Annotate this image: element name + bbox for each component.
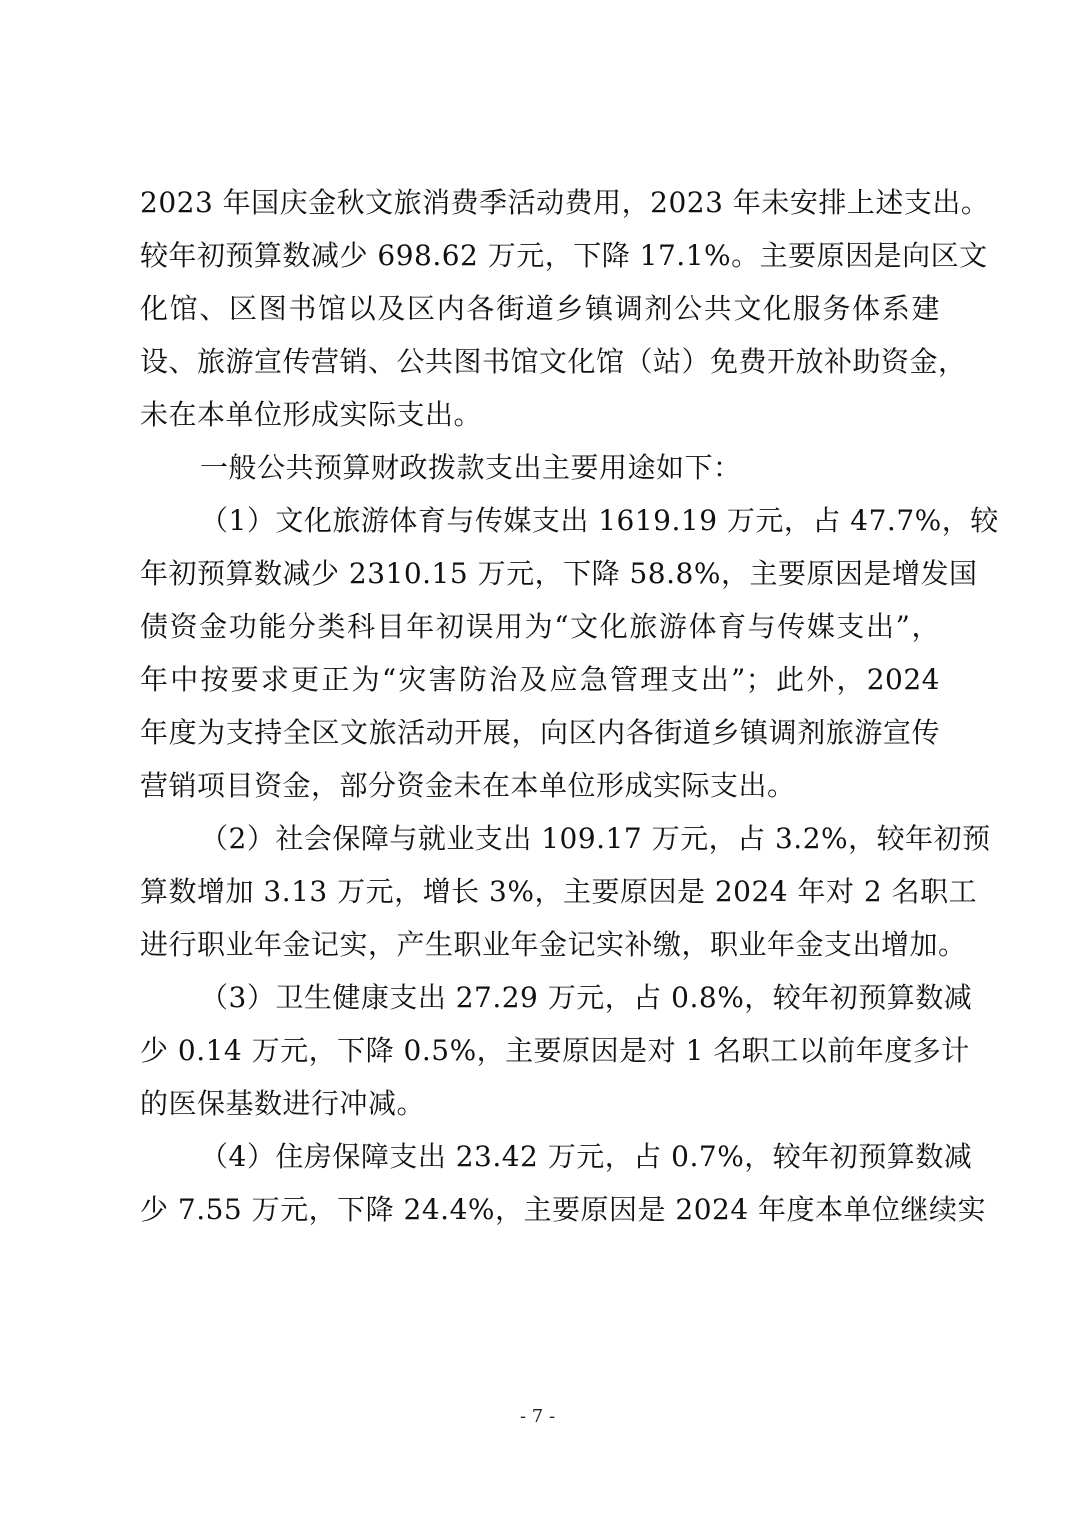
text-line: 进行职业年金记实，产生职业年金记实补缴，职业年金支出增加。 bbox=[140, 928, 967, 961]
text-line: 少 7.55 万元，下降 24.4%，主要原因是 2024 年度本单位继续实 bbox=[140, 1193, 987, 1226]
text-line: 营销项目资金，部分资金未在本单位形成实际支出。 bbox=[140, 769, 796, 802]
text-line: 少 0.14 万元，下降 0.5%，主要原因是对 1 名职工以前年度多计 bbox=[140, 1034, 970, 1067]
text-line: 算数增加 3.13 万元，增长 3%，主要原因是 2024 年对 2 名职工 bbox=[140, 875, 978, 908]
text-line: 年中按要求更正为“灾害防治及应急管理支出”；此外，2024 bbox=[140, 663, 940, 696]
text-line: 设、旅游宣传营销、公共图书馆文化馆（站）免费开放补助资金， bbox=[140, 345, 967, 378]
document-body bbox=[140, 176, 999, 1236]
page-number: - 7 - bbox=[519, 1406, 556, 1427]
text-line: 债资金功能分类科目年初误用为“文化旅游体育与传媒支出”， bbox=[140, 610, 940, 643]
text-line: （3）卫生健康支出 27.29 万元，占 0.8%，较年初预算数减 bbox=[200, 981, 973, 1014]
text-line: 一般公共预算财政拨款支出主要用途如下： bbox=[200, 451, 742, 484]
text-line: 2023 年国庆金秋文旅消费季活动费用，2023 年未安排上述支出。 bbox=[140, 186, 990, 219]
text-line: 年初预算数减少 2310.15 万元，下降 58.8%，主要原因是增发国 bbox=[140, 557, 978, 590]
text-line: （1）文化旅游体育与传媒支出 1619.19 万元，占 47.7%，较 bbox=[200, 504, 999, 537]
text-line: 较年初预算数减少 698.62 万元，下降 17.1%。主要原因是向区文 bbox=[140, 239, 988, 272]
text-line: （2）社会保障与就业支出 109.17 万元，占 3.2%，较年初预 bbox=[200, 822, 991, 855]
text-line: （4）住房保障支出 23.42 万元，占 0.7%，较年初预算数减 bbox=[200, 1140, 973, 1173]
text-line: 年度为支持全区文旅活动开展，向区内各街道乡镇调剂旅游宣传 bbox=[140, 716, 940, 749]
text-line: 未在本单位形成实际支出。 bbox=[140, 398, 483, 431]
text-line: 化馆、区图书馆以及区内各街道乡镇调剂公共文化服务体系建 bbox=[140, 292, 940, 325]
text-line: 的医保基数进行冲减。 bbox=[140, 1087, 426, 1120]
